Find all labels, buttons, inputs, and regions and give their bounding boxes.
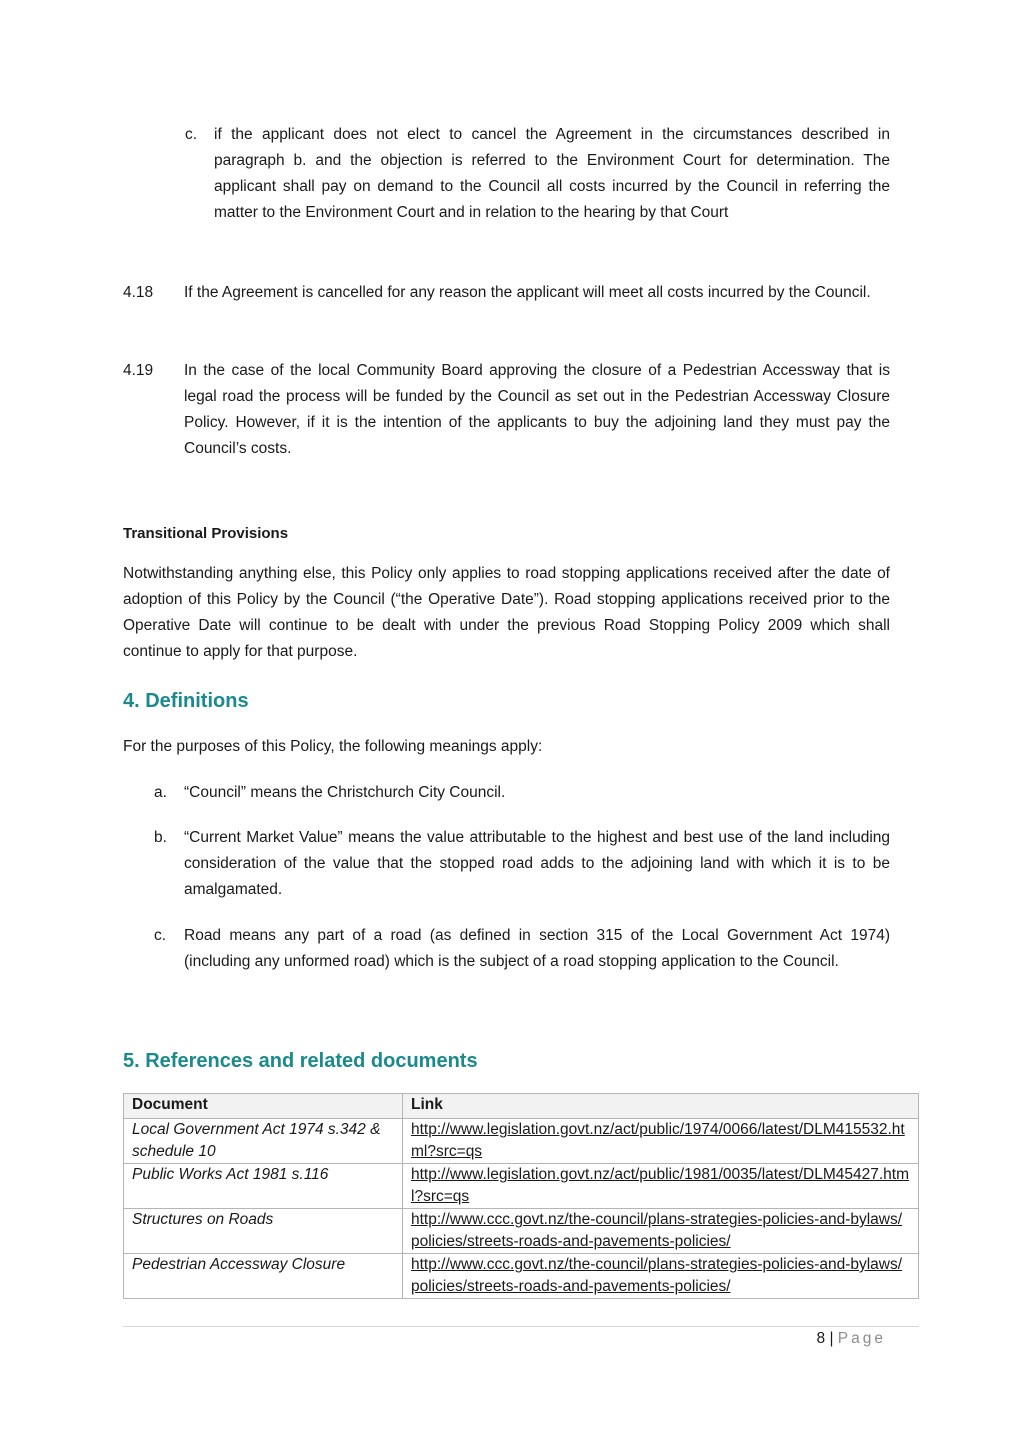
definition-c-letter: c.: [154, 927, 167, 944]
clause-4-19-text: In the case of the local Community Board approving the closure of a Pedestrian Accessway that is legal road the process will be funded by the Council as set out in the Pedestrian Accessway Closure Policy. However, if it is the intention of the applicants to buy the adjoining land they must pay the Council’s costs.: [184, 362, 890, 457]
table-row: [124, 1254, 919, 1299]
link-cell[interactable]: http://www.ccc.govt.nz/the-council/plans-strategies-policies-and-bylaws/policies/streets-roads-and-pavements-policies/: [403, 1209, 919, 1254]
definition-b-letter: b.: [154, 829, 167, 846]
clause-c-letter: c.: [185, 126, 198, 143]
page-word: Page: [837, 1330, 886, 1347]
definitions-intro: For the purposes of this Policy, the following meanings apply:: [123, 738, 543, 755]
document-cell: Pedestrian Accessway Closure: [124, 1254, 403, 1299]
definition-c-text: Road means any part of a road (as defined in section 315 of the Local Government Act 1974) (including any unformed road) which is the subject of a road stopping application to the Council.: [184, 927, 890, 970]
definition-a-letter: a.: [154, 784, 167, 801]
page-footer: [817, 1330, 886, 1348]
references-title: 5. References and related documents: [123, 1050, 478, 1072]
page-separator: |: [829, 1330, 834, 1347]
link-cell[interactable]: http://www.ccc.govt.nz/the-council/plans-strategies-policies-and-bylaws/policies/streets-roads-and-pavements-policies/: [403, 1254, 919, 1299]
references-table: [123, 1093, 919, 1299]
definition-a-text: “Council” means the Christchurch City Council.: [184, 784, 506, 801]
footer-divider: [123, 1326, 919, 1327]
page-number: 8: [816, 1330, 826, 1347]
table-header-row: [124, 1094, 919, 1119]
definition-b-text: “Current Market Value” means the value attributable to the highest and best use of the land including consideration of the value that the stopped road adds to the adjoining land with which it is to be amalgamated.: [184, 829, 890, 898]
table-row: [124, 1209, 919, 1254]
column-header-document: Document: [124, 1094, 403, 1119]
document-cell: Local Government Act 1974 s.342 & schedule 10: [124, 1119, 403, 1164]
transitional-text: Notwithstanding anything else, this Policy only applies to road stopping applications received after the date of adoption of this Policy by the Council (“the Operative Date”). Road stopping applications received prior to the Operative Date will continue to be dealt with under the previous Road Stopping Policy 2009 which shall continue to apply for that purpose.: [123, 565, 890, 660]
document-cell: Public Works Act 1981 s.116: [124, 1164, 403, 1209]
column-header-link: Link: [403, 1094, 919, 1119]
transitional-heading: Transitional Provisions: [123, 525, 289, 542]
table-row: [124, 1119, 919, 1164]
definitions-title: 4. Definitions: [123, 690, 249, 712]
document-cell: Structures on Roads: [124, 1209, 403, 1254]
clause-4-18-text: If the Agreement is cancelled for any reason the applicant will meet all costs incurred by the Council.: [184, 284, 871, 301]
clause-4-19-number: 4.19: [123, 362, 154, 379]
link-cell[interactable]: http://www.legislation.govt.nz/act/public/1981/0035/latest/DLM45427.html?src=qs: [403, 1164, 919, 1209]
link-cell[interactable]: http://www.legislation.govt.nz/act/public/1974/0066/latest/DLM415532.html?src=qs: [403, 1119, 919, 1164]
clause-4-18-number: 4.18: [123, 284, 154, 301]
table-row: [124, 1164, 919, 1209]
clause-c-text: if the applicant does not elect to cancel the Agreement in the circumstances described in paragraph b. and the objection is referred to the Environment Court for determination. The applicant shall pay on demand to the Council all costs incurred by the Council in referring the matter to the Environment Court and in relation to the hearing by that Court: [214, 126, 890, 221]
